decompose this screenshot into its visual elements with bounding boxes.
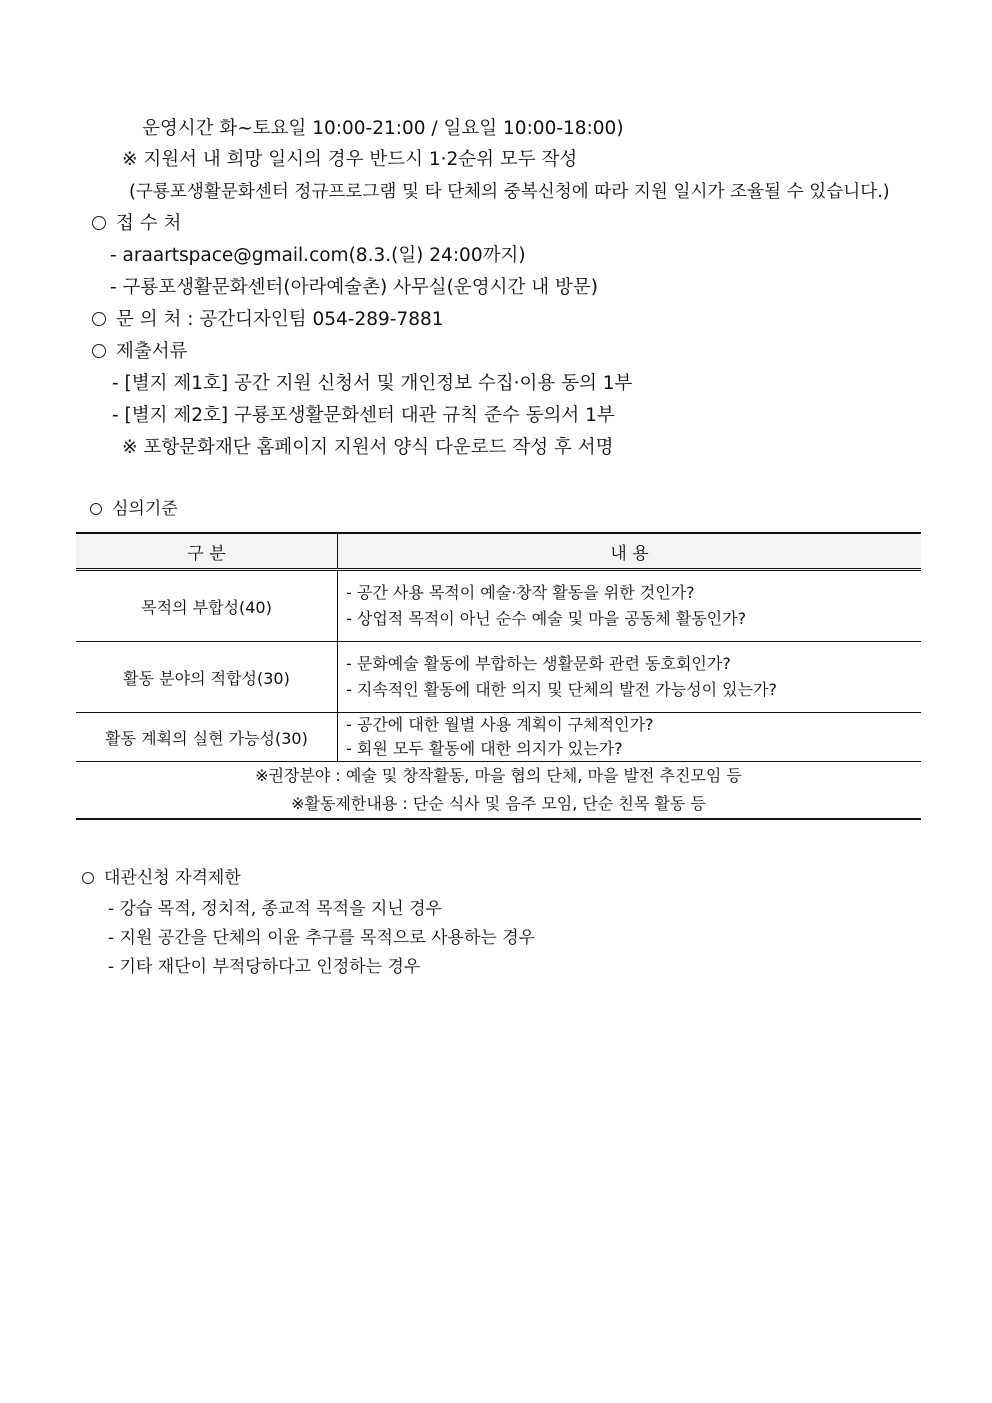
- circle-bullet-icon: [92, 312, 106, 326]
- criteria-header-row: [76, 533, 921, 570]
- header-category: 구 분: [76, 533, 338, 570]
- header-content: 내 용: [338, 533, 922, 570]
- criteria-heading: [90, 497, 178, 521]
- content-line: - 회원 모두 활동에 대한 의지가 있는가?: [346, 739, 623, 758]
- inquiry-text: 문 의 처 : 공간디자인팀 054-289-7881: [116, 309, 444, 330]
- category-cell: 활동 계획의 실현 가능성(30): [76, 713, 338, 762]
- restriction-item-1: - 강습 목적, 정치적, 종교적 목적을 지닌 경우: [108, 899, 442, 919]
- content-cell: [338, 713, 922, 762]
- reception-heading: [92, 212, 181, 236]
- circle-bullet-icon: [82, 872, 94, 884]
- restriction-item-3: - 기타 재단이 부적당하다고 인정하는 경우: [108, 957, 421, 977]
- schedule-adjust-note: (구룡포생활문화센터 정규프로그램 및 타 단체의 중복신청에 따라 지원 일시가 조율될 수 있습니다.): [129, 182, 890, 202]
- criteria-title: 심의기준: [112, 499, 178, 519]
- reception-office: - 구룡포생활문화센터(아라예술촌) 사무실(운영시간 내 방문): [110, 277, 598, 298]
- documents-title: 제출서류: [116, 341, 188, 362]
- category-cell: 목적의 부합성(40): [76, 570, 338, 642]
- restrictions-heading: [82, 866, 241, 890]
- table-row: [76, 642, 921, 713]
- restriction-item-2: - 지원 공간을 단체의 이윤 추구를 목적으로 사용하는 경우: [108, 928, 536, 948]
- criteria-footer-cell: [76, 762, 921, 820]
- recommended-fields-note: ※권장분야 : 예술 및 창작활동, 마을 협의 단체, 마을 발전 추진모임 등: [255, 766, 742, 785]
- table-row: [76, 570, 921, 642]
- content-line: - 공간 사용 목적이 예술·창작 활동을 위한 것인가?: [346, 583, 695, 602]
- inquiry-heading: [92, 308, 444, 332]
- restrictions-title: 대관신청 자격제한: [104, 868, 241, 888]
- circle-bullet-icon: [92, 344, 106, 358]
- document-item-2: - [별지 제2호] 구룡포생활문화센터 대관 규칙 준수 동의서 1부: [112, 405, 615, 426]
- content-line: - 공간에 대한 월별 사용 계획이 구체적인가?: [346, 715, 654, 734]
- table-row: [76, 713, 921, 762]
- priority-note: ※ 지원서 내 희망 일시의 경우 반드시 1·2순위 모두 작성: [122, 149, 578, 170]
- criteria-footer-row: [76, 762, 921, 820]
- content-cell: [338, 642, 922, 713]
- reception-title: 접 수 처: [116, 213, 182, 234]
- operating-hours-text: 운영시간 화~토요일 10:00-21:00 / 일요일 10:00-18:00): [142, 118, 624, 139]
- criteria-table: [76, 532, 921, 820]
- documents-note: ※ 포항문화재단 홈페이지 지원서 양식 다운로드 작성 후 서명: [122, 437, 614, 458]
- category-cell: 활동 분야의 적합성(30): [76, 642, 338, 713]
- content-line: - 지속적인 활동에 대한 의지 및 단체의 발전 가능성이 있는가?: [346, 680, 777, 699]
- document-item-1: - [별지 제1호] 공간 지원 신청서 및 개인정보 수집·이용 동의 1부: [112, 373, 633, 394]
- circle-bullet-icon: [92, 216, 106, 230]
- documents-heading: [92, 340, 187, 364]
- reception-email: - araartspace@gmail.com(8.3.(일) 24:00까지): [110, 245, 526, 266]
- content-line: - 상업적 목적이 아닌 순수 예술 및 마을 공동체 활동인가?: [346, 609, 747, 628]
- circle-bullet-icon: [90, 503, 102, 515]
- content-cell: [338, 570, 922, 642]
- content-line: - 문화예술 활동에 부합하는 생활문화 관련 동호회인가?: [346, 654, 731, 673]
- restricted-activities-note: ※활동제한내용 : 단순 식사 및 음주 모임, 단순 친목 활동 등: [291, 794, 706, 813]
